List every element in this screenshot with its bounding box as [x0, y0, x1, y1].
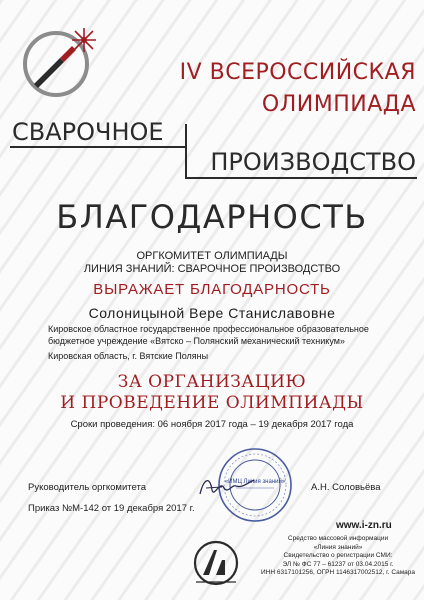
- stamp-text: «ИМЦ Линия знаний»: [224, 479, 286, 485]
- subject-title-line2: ПРОИЗВОДСТВО: [210, 148, 416, 176]
- institution-city: Кировская область, г. Вятские Поляны: [48, 351, 209, 361]
- olympiad-edition-title: IV ВСЕРОССИЙСКАЯ: [179, 60, 416, 85]
- media-registration-info: [258, 535, 418, 578]
- olympiad-word-title: ОЛИМПИАДА: [261, 92, 416, 117]
- media-line: Средство массовой информации: [287, 535, 389, 542]
- subject-title-line1: СВАРОЧНОЕ: [12, 118, 164, 146]
- title-underline-left: [10, 146, 186, 148]
- head-of-committee-name: А.Н. Соловьёва: [311, 482, 381, 493]
- institution-line1: Кировское областное государственное профессиональное образовательное: [48, 324, 369, 334]
- media-line: ЭЛ № ФС 77 – 61237 от 03.04.2015 г.: [282, 560, 394, 568]
- signature: [196, 470, 256, 502]
- media-line: «Линия знаний»: [313, 543, 363, 551]
- media-line: Свидетельство о регистрации СМИ:: [283, 552, 393, 559]
- certificate-title: БЛАГОДАРНОСТЬ: [56, 198, 368, 236]
- institution-line2: бюджетное учреждение «Вятско – Полянский механический техникум»: [48, 336, 345, 346]
- order-number: Приказ №М-142 от 19 декабря 2017 г.: [28, 503, 195, 514]
- lz-logo-icon: [192, 538, 240, 588]
- organizer-line2: ЛИНИЯ ЗНАНИЙ: СВАРОЧНОЕ ПРОИЗВОДСТВО: [83, 263, 341, 275]
- organizer-line1: ОРГКОМИТЕТ ОЛИМПИАДЫ: [136, 250, 288, 262]
- title-underline-right: [185, 177, 417, 179]
- reason-line1: ЗА ОРГАНИЗАЦИЮ: [117, 372, 307, 392]
- reason-line2: И ПРОВЕДЕНИЕ ОЛИМПИАДЫ: [60, 393, 364, 413]
- head-of-committee-label: Руководитель оргкомитета: [28, 482, 146, 493]
- website-link[interactable]: www.i-zn.ru: [336, 520, 392, 531]
- expresses-gratitude: ВЫРАЖАЕТ БЛАГОДАРНОСТЬ: [93, 281, 331, 298]
- media-line: ИНН 6317101256, ОГРН 1146317002512, г. Самара: [260, 569, 416, 576]
- event-dates: Сроки проведения: 06 ноября 2017 года – 19 декабря 2017 года: [70, 419, 354, 430]
- recipient-name: Солоницыной Вере Станиславовне: [88, 305, 336, 321]
- welding-torch-icon: [14, 18, 110, 114]
